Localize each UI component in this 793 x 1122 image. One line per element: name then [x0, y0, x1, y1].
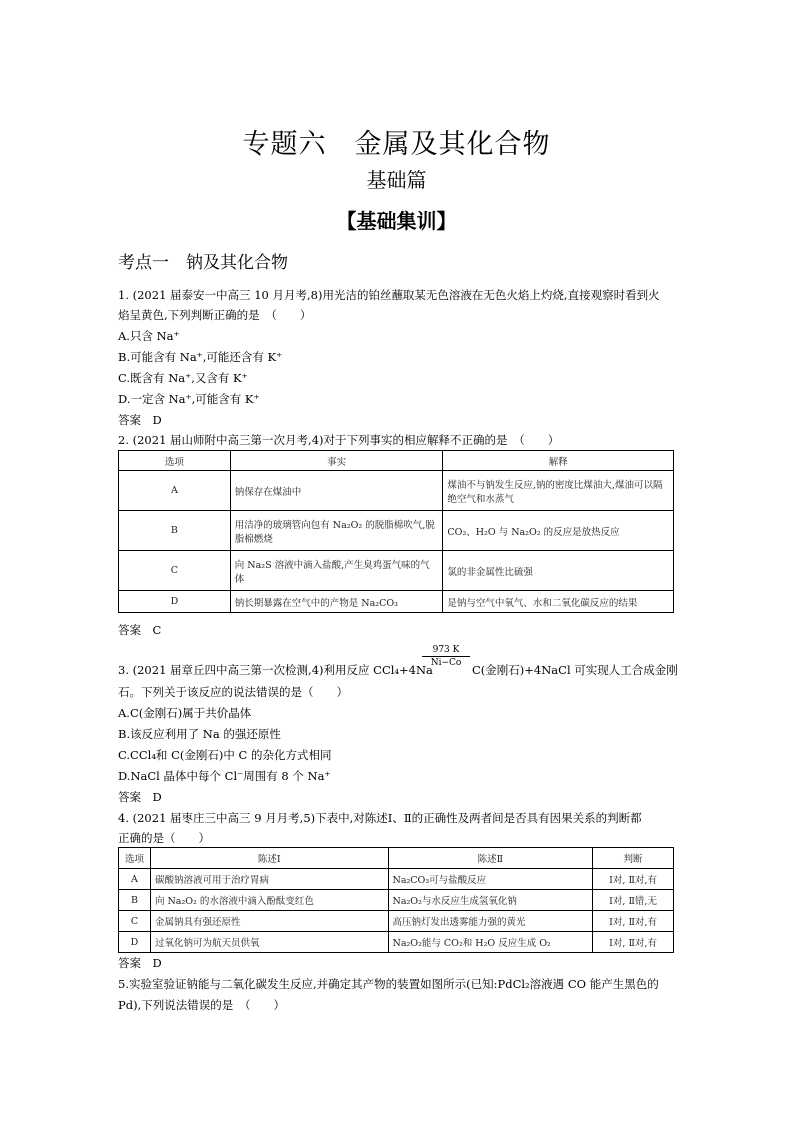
table-row [119, 471, 674, 511]
reaction-arrow [422, 645, 470, 668]
topic-heading: 考点一 钠及其化合物 [118, 253, 288, 273]
q2-table [118, 450, 674, 613]
table-cell: 钠长期暴露在空气中的产物是 Na₂CO₃ [230, 591, 443, 613]
q1-option-d: D.一定含 Na⁺,可能含有 K⁺ [118, 392, 260, 406]
q1-option-a: A.只含 Na⁺ [118, 329, 180, 343]
q3-stem-line2: 石。下列关于该反应的说法错误的是（ ） [118, 685, 348, 699]
table-cell: 向 Na₂S 溶液中滴入盐酸,产生臭鸡蛋气味的气体 [230, 551, 443, 591]
table-row [119, 932, 674, 953]
q4-stem-line2: 正确的是（ ） [118, 831, 210, 845]
table-cell: 氯的非金属性比硫强 [443, 551, 674, 591]
table-cell: C [119, 911, 151, 932]
q4-stem-line1: 4. (2021 届枣庄三中高三 9 月月考,5)下表中,对陈述Ⅰ、Ⅱ的正确性及两者间是否具有因果关系的判断都 [118, 811, 642, 825]
table-cell: 金属钠具有强还原性 [150, 911, 388, 932]
table-cell: D [119, 932, 151, 953]
q2-header-row [119, 451, 674, 471]
q2-stem: 2. (2021 届山师附中高三第一次月考,4)对于下列事实的相应解释不正确的是 （ ） [118, 433, 560, 447]
table-cell: Ⅰ对, Ⅱ对,有 [593, 911, 674, 932]
q2-answer: 答案 C [118, 623, 162, 637]
page-title: 专题六 金属及其化合物 [242, 129, 551, 160]
q1-stem-line2: 焰呈黄色,下列判断正确的是 （ ） [118, 308, 312, 322]
table-cell: 碳酸钠溶液可用于治疗胃病 [150, 869, 388, 890]
q2-header-explanation: 解释 [443, 451, 674, 471]
table-cell: B [119, 511, 231, 551]
q3-option-c: C.CCl₄和 C(金刚石)中 C 的杂化方式相同 [118, 748, 332, 762]
table-cell: A [119, 869, 151, 890]
table-cell: 钠保存在煤油中 [230, 471, 443, 511]
table-cell: 高压钠灯发出透雾能力强的黄光 [388, 911, 593, 932]
table-cell: Na₂O₂能与 CO₂和 H₂O 反应生成 O₂ [388, 932, 593, 953]
table-row [119, 869, 674, 890]
q4-header-judgement: 判断 [593, 848, 674, 869]
table-cell: Ⅰ对, Ⅱ对,有 [593, 932, 674, 953]
q5-stem-line2: Pd),下列说法错误的是 （ ） [118, 998, 285, 1012]
q4-answer: 答案 D [118, 956, 162, 970]
q2-header-option: 选项 [119, 451, 231, 471]
table-cell: B [119, 890, 151, 911]
q3-stem-before: 3. (2021 届章丘四中高三第一次检测,4)利用反应 CCl₄+4Na [118, 663, 433, 677]
table-cell: D [119, 591, 231, 613]
q4-header-statement2: 陈述Ⅱ [388, 848, 593, 869]
q4-table [118, 847, 674, 953]
section-heading: 【基础集训】 [336, 209, 457, 233]
table-cell: C [119, 551, 231, 591]
table-cell: Ⅰ对, Ⅱ对,有 [593, 869, 674, 890]
table-cell: CO₂、H₂O 与 Na₂O₂ 的反应是放热反应 [443, 511, 674, 551]
q5-stem-line1: 5.实验室验证钠能与二氧化碳发生反应,并确定其产物的装置如图所示(已知:PdCl₂溶液遇 CO 能产生黑色的 [118, 977, 659, 991]
table-cell: 煤油不与钠发生反应,钠的密度比煤油大,煤油可以隔绝空气和水蒸气 [443, 471, 674, 511]
q3-option-b: B.该反应利用了 Na 的强还原性 [118, 727, 281, 741]
q3-option-a: A.C(金刚石)属于共价晶体 [118, 706, 252, 720]
q3-answer: 答案 D [118, 790, 162, 804]
q3-stem-after: C(金刚石)+4NaCl 可实现人工合成金刚 [472, 663, 678, 677]
table-cell: 用洁净的玻璃管向包有 Na₂O₂ 的脱脂棉吹气,脱脂棉燃烧 [230, 511, 443, 551]
arrow-condition-top: 973 K [432, 645, 460, 655]
q1-option-b: B.可能含有 Na⁺,可能还含有 K⁺ [118, 350, 283, 364]
q1-stem-line1: 1. (2021 届泰安一中高三 10 月月考,8)用光洁的铂丝蘸取某无色溶液在无色火焰上灼烧,直接观察时看到火 [118, 288, 660, 302]
table-cell: Na₂CO₃可与盐酸反应 [388, 869, 593, 890]
table-cell: A [119, 471, 231, 511]
table-cell: 是钠与空气中氧气、水和二氧化碳反应的结果 [443, 591, 674, 613]
table-row [119, 890, 674, 911]
q2-header-fact: 事实 [230, 451, 443, 471]
table-cell: Ⅰ对, Ⅱ错,无 [593, 890, 674, 911]
q1-option-c: C.既含有 Na⁺,又含有 K⁺ [118, 371, 248, 385]
table-row [119, 511, 674, 551]
arrow-condition-bottom: Ni−Co [430, 658, 462, 668]
q4-header-row [119, 848, 674, 869]
table-row [119, 591, 674, 613]
table-row [119, 551, 674, 591]
page-subtitle: 基础篇 [366, 168, 427, 192]
table-cell: 向 Na₂O₂ 的水溶液中滴入酚酞变红色 [150, 890, 388, 911]
q4-header-statement1: 陈述Ⅰ [150, 848, 388, 869]
table-row [119, 911, 674, 932]
q1-answer: 答案 D [118, 413, 162, 427]
table-cell: 过氧化钠可为航天员供氧 [150, 932, 388, 953]
q4-header-option: 选项 [119, 848, 151, 869]
q3-option-d: D.NaCl 晶体中每个 Cl⁻周围有 8 个 Na⁺ [118, 769, 331, 783]
table-cell: Na₂O₂与水反应生成氢氧化钠 [388, 890, 593, 911]
